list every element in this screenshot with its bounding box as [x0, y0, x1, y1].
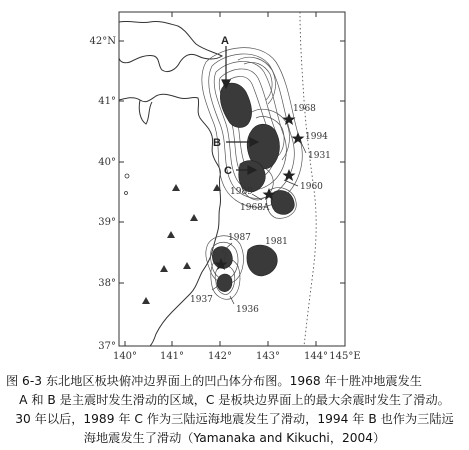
event-label-1960: 1960: [300, 182, 323, 192]
event-label-1931: 1931: [308, 151, 331, 161]
event-label-1987: 1987: [228, 233, 251, 243]
lon-label-143: 143°: [255, 351, 281, 362]
asperity-label-a: A: [221, 35, 229, 47]
asperity-label-c: C: [224, 165, 232, 177]
event-label-1994: 1994: [305, 132, 328, 142]
map-frame: [119, 12, 345, 346]
lat-label-42: 42°N: [89, 36, 116, 47]
lat-label-39: 39°: [98, 217, 116, 228]
caption-line-3: 30 年以后，1989 年 C 作为三陆远海地震发生了滑动，1994 年 B 也作为三陆远: [15, 412, 454, 426]
lat-label-37: 37°: [98, 341, 116, 352]
lat-label-38: 38°: [98, 278, 116, 289]
lon-label-144: 144°: [303, 351, 329, 362]
asperity-label-b: B: [213, 137, 221, 149]
caption-line-2: A 和 B 是主震时发生滑动的区域，C 是板块边界面上的最大余震时发生了滑动。: [19, 393, 450, 407]
event-label-1936: 1936: [236, 305, 259, 315]
lon-label-142: 142°: [207, 351, 233, 362]
event-label-1937: 1937: [190, 295, 213, 305]
lon-label-145: 145°E: [329, 351, 361, 362]
caption-line-4: 海地震发生了滑动（Yamanaka and Kikuchi，2004）: [83, 431, 386, 445]
lon-label-141: 141°: [159, 351, 185, 362]
lat-label-41: 41°: [98, 96, 116, 107]
event-label-1981: 1981: [265, 237, 288, 247]
figure-caption: [6, 372, 463, 448]
event-label-1968: 1968: [293, 104, 316, 114]
caption-line-1: 图 6-3 东北地区板块俯冲边界面上的凹凸体分布图。1968 年十胜冲地震发生: [6, 374, 422, 388]
lat-label-40: 40°: [98, 157, 116, 168]
event-label-1968a: 1968A: [240, 203, 270, 213]
event-label-1989: 1989: [230, 187, 253, 197]
asperity-1936: [217, 274, 232, 292]
lon-label-140: 140°: [112, 351, 138, 362]
